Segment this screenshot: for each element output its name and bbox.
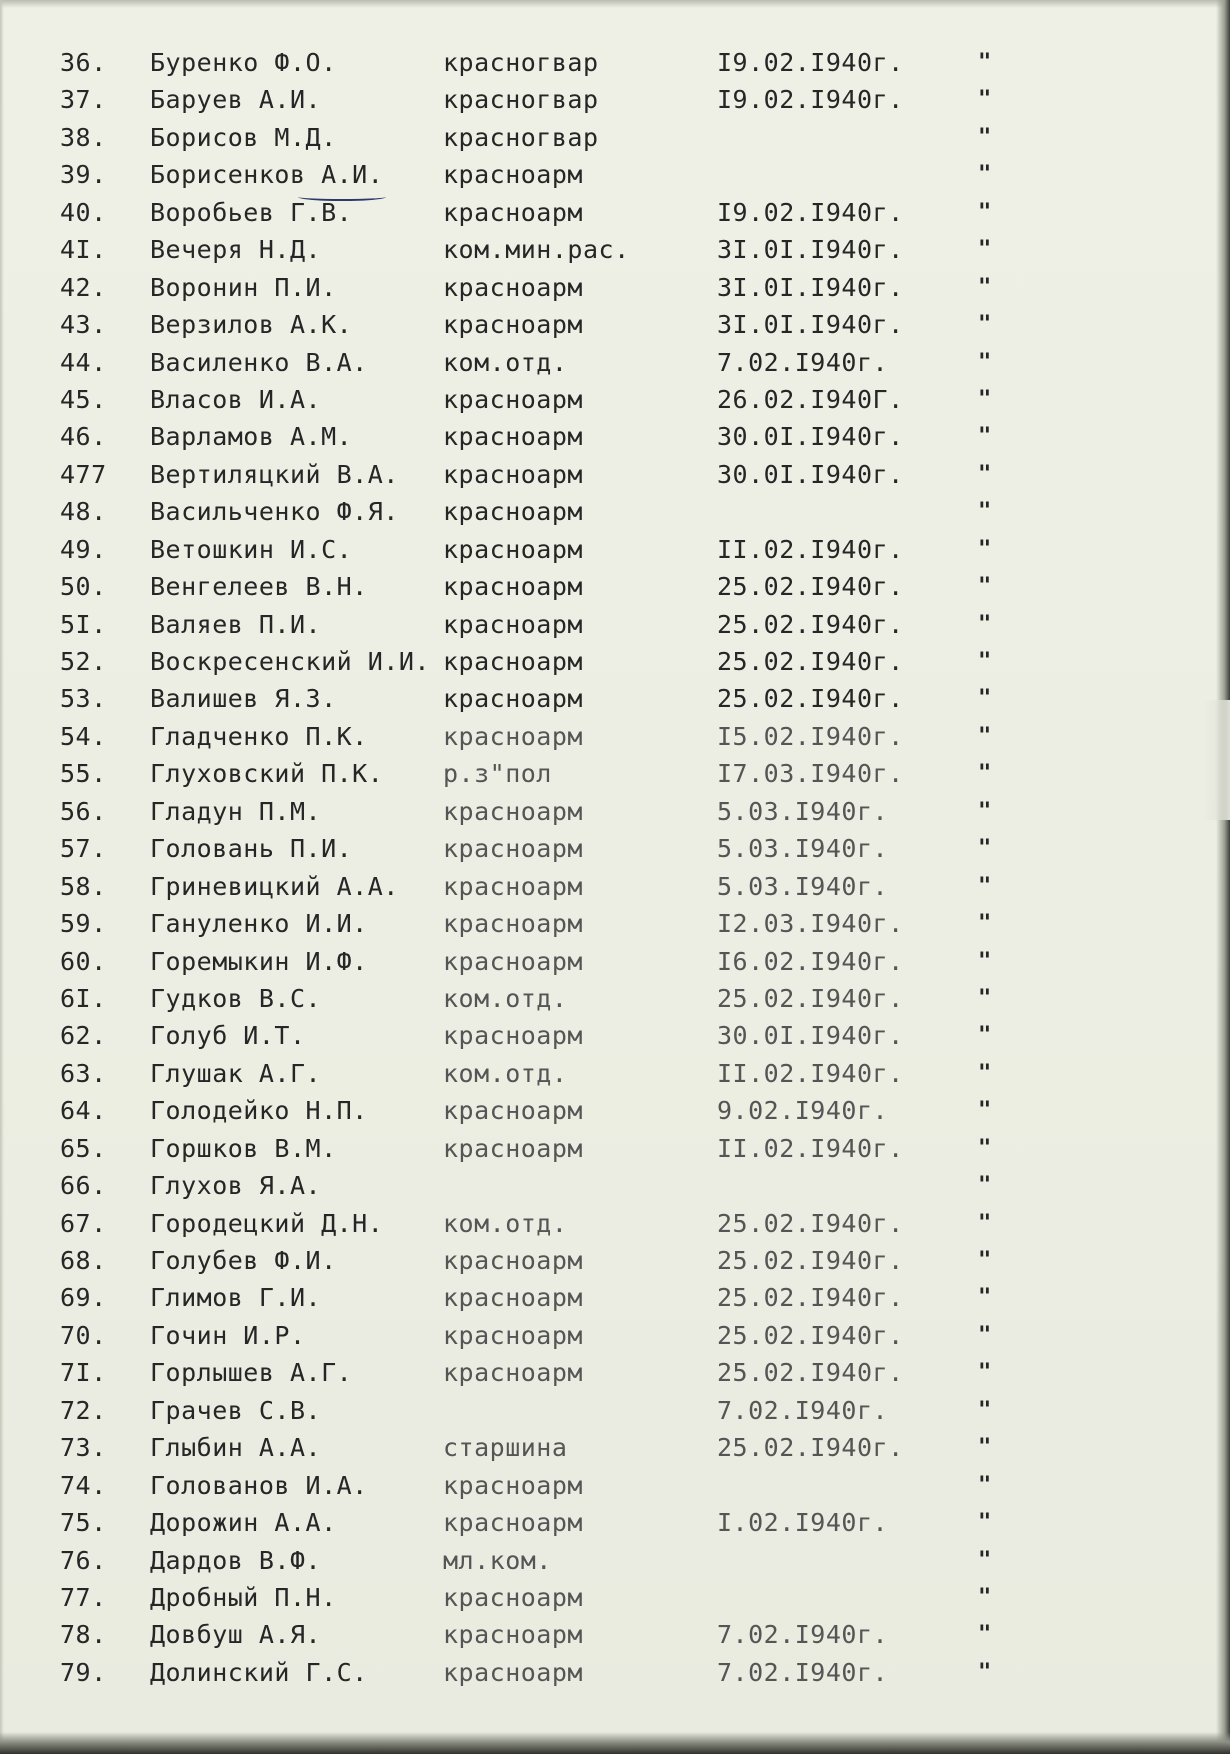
rank: старшина bbox=[443, 1433, 568, 1463]
ditto-mark: " bbox=[978, 424, 992, 450]
date: 25.02.I940г. bbox=[717, 684, 904, 714]
date: 25.02.I940г. bbox=[717, 572, 904, 602]
date: II.02.I940г. bbox=[717, 534, 904, 564]
list-row bbox=[0, 493, 1230, 530]
row-number: 52. bbox=[60, 647, 107, 676]
list-row bbox=[0, 119, 1230, 156]
date: 25.02.I940г. bbox=[717, 647, 904, 676]
ditto-mark: " bbox=[978, 911, 992, 937]
row-number: 48. bbox=[60, 497, 107, 527]
list-row bbox=[0, 231, 1230, 268]
rank: красноарм bbox=[443, 1320, 583, 1350]
list-row bbox=[0, 1017, 1230, 1054]
row-number: 5I. bbox=[60, 609, 107, 639]
ditto-mark: " bbox=[978, 461, 992, 487]
row-number: 7I. bbox=[60, 1358, 107, 1388]
person-name: Горлышев А.Г. bbox=[150, 1358, 353, 1388]
list-row bbox=[0, 718, 1230, 755]
person-name: Дорожин А.А. bbox=[150, 1508, 337, 1538]
row-number: 4I. bbox=[60, 235, 107, 265]
date: I9.02.I940г. bbox=[717, 48, 904, 77]
list-row bbox=[0, 868, 1230, 905]
list-row bbox=[0, 1579, 1230, 1616]
rank: красноарм bbox=[443, 1358, 583, 1388]
rank: мл.ком. bbox=[443, 1545, 552, 1575]
date: 26.02.I940Г. bbox=[717, 384, 904, 414]
date: II.02.I940г. bbox=[717, 1058, 904, 1088]
row-number: 53. bbox=[60, 684, 107, 714]
rank: красногвар bbox=[443, 85, 599, 115]
ditto-mark: " bbox=[978, 1360, 992, 1386]
ditto-mark: " bbox=[978, 536, 992, 562]
rank: ком.мин.рас. bbox=[443, 235, 630, 265]
rank: красноарм bbox=[443, 1470, 583, 1500]
list-row bbox=[0, 81, 1230, 118]
list-row bbox=[0, 1092, 1230, 1129]
person-name: Варламов А.М. bbox=[150, 422, 353, 452]
person-name: Голуб И.Т. bbox=[150, 1021, 306, 1051]
date: II.02.I940г. bbox=[717, 1133, 904, 1163]
date: 7.02.I940г. bbox=[717, 1395, 889, 1425]
ditto-mark: " bbox=[978, 312, 992, 338]
person-name: Гочин И.Р. bbox=[150, 1320, 306, 1350]
date: 25.02.I940г. bbox=[717, 1358, 904, 1388]
person-name: Горшков В.М. bbox=[150, 1133, 337, 1163]
row-number: 69. bbox=[60, 1283, 107, 1313]
row-number: 49. bbox=[60, 534, 107, 564]
list-row bbox=[0, 943, 1230, 980]
ditto-mark: " bbox=[978, 686, 992, 712]
list-row bbox=[0, 1504, 1230, 1541]
rank: красноарм bbox=[443, 609, 583, 639]
ditto-mark: " bbox=[978, 1547, 992, 1573]
list-row bbox=[0, 456, 1230, 493]
list-row bbox=[0, 830, 1230, 867]
row-number: 37. bbox=[60, 85, 107, 115]
date: 25.02.I940г. bbox=[717, 1320, 904, 1350]
list-row bbox=[0, 1242, 1230, 1279]
person-name: Ветошкин И.С. bbox=[150, 534, 353, 564]
rank: р.з"пол bbox=[443, 759, 552, 789]
rank: красноарм bbox=[443, 310, 583, 340]
person-name: Борисов М.Д. bbox=[150, 122, 337, 152]
person-name: Воскресенский И.И. bbox=[150, 647, 430, 676]
list-row bbox=[0, 306, 1230, 343]
ditto-mark: " bbox=[978, 237, 992, 263]
date: 25.02.I940г. bbox=[717, 1208, 904, 1238]
row-number: 57. bbox=[60, 834, 107, 864]
date: 5.03.I940г. bbox=[717, 871, 889, 901]
date: I6.02.I940г. bbox=[717, 946, 904, 976]
ditto-mark: " bbox=[978, 1060, 992, 1086]
rank: красноарм bbox=[443, 1246, 583, 1275]
list-row bbox=[0, 156, 1230, 193]
rank: ком.отд. bbox=[443, 983, 568, 1013]
date: I2.03.I940г. bbox=[717, 909, 904, 939]
person-name: Грачев С.В. bbox=[150, 1395, 322, 1425]
rank: красноарм bbox=[443, 1096, 583, 1126]
rank: красноарм bbox=[443, 572, 583, 602]
person-name: Глуховский П.К. bbox=[150, 759, 384, 789]
person-name: Глыбин А.А. bbox=[150, 1433, 322, 1463]
list-row bbox=[0, 1167, 1230, 1204]
date: 3I.0I.I940г. bbox=[717, 310, 904, 340]
rank: красноарм bbox=[443, 497, 583, 527]
ditto-mark: " bbox=[978, 1098, 992, 1124]
person-name: Гануленко И.И. bbox=[150, 909, 368, 939]
paper-edge-bottom bbox=[0, 1732, 1230, 1754]
row-number: 67. bbox=[60, 1208, 107, 1238]
rank: ком.отд. bbox=[443, 1208, 568, 1238]
date: I7.03.I940г. bbox=[717, 759, 904, 789]
row-number: 6I. bbox=[60, 983, 107, 1013]
rank: красноарм bbox=[443, 1283, 583, 1313]
ditto-mark: " bbox=[978, 1210, 992, 1236]
date: 7.02.I940г. bbox=[717, 1657, 889, 1687]
rank: красноарм bbox=[443, 1508, 583, 1538]
rank: красноарм bbox=[443, 1133, 583, 1163]
list-row bbox=[0, 1392, 1230, 1429]
row-number: 45. bbox=[60, 384, 107, 414]
list-row bbox=[0, 643, 1230, 680]
ditto-mark: " bbox=[978, 611, 992, 637]
person-name: Васильченко Ф.Я. bbox=[150, 497, 399, 527]
row-number: 77. bbox=[60, 1582, 107, 1612]
date: 25.02.I940г. bbox=[717, 983, 904, 1013]
rank: красноарм bbox=[443, 946, 583, 976]
ditto-mark: " bbox=[978, 798, 992, 824]
ditto-mark: " bbox=[978, 1622, 992, 1648]
rank: ком.отд. bbox=[443, 1058, 568, 1088]
row-number: 78. bbox=[60, 1620, 107, 1650]
date: 5.03.I940г. bbox=[717, 796, 889, 826]
ditto-mark: " bbox=[978, 199, 992, 225]
person-name: Гриневицкий А.А. bbox=[150, 871, 399, 901]
row-number: 60. bbox=[60, 946, 107, 976]
date: 30.0I.I940г. bbox=[717, 1021, 904, 1051]
person-name: Буренко Ф.О. bbox=[150, 48, 337, 77]
ditto-mark: " bbox=[978, 948, 992, 974]
rank: красноарм bbox=[443, 384, 583, 414]
list-row bbox=[0, 755, 1230, 792]
person-name: Глухов Я.А. bbox=[150, 1171, 322, 1201]
rank: красногвар bbox=[443, 122, 599, 152]
row-number: 66. bbox=[60, 1171, 107, 1201]
rank: красноарм bbox=[443, 909, 583, 939]
rank: красноарм bbox=[443, 796, 583, 826]
row-number: 73. bbox=[60, 1433, 107, 1463]
ditto-mark: " bbox=[978, 1023, 992, 1049]
date: 30.0I.I940г. bbox=[717, 459, 904, 489]
row-number: 70. bbox=[60, 1320, 107, 1350]
rank: красноарм bbox=[443, 534, 583, 564]
date: 25.02.I940г. bbox=[717, 1246, 904, 1275]
list-row bbox=[0, 381, 1230, 418]
list-row bbox=[0, 905, 1230, 942]
ditto-mark: " bbox=[978, 87, 992, 113]
rank: красноарм bbox=[443, 197, 583, 227]
row-number: 42. bbox=[60, 272, 107, 302]
row-number: 39. bbox=[60, 160, 107, 190]
rank: красноарм bbox=[443, 1620, 583, 1650]
list-row bbox=[0, 793, 1230, 830]
person-name: Голованов И.А. bbox=[150, 1470, 368, 1500]
date: 7.02.I940г. bbox=[717, 347, 889, 377]
row-number: 46. bbox=[60, 422, 107, 452]
list-row bbox=[0, 1205, 1230, 1242]
rank: красноарм bbox=[443, 1657, 583, 1687]
person-name: Власов И.А. bbox=[150, 384, 322, 414]
row-number: 63. bbox=[60, 1058, 107, 1088]
ditto-mark: " bbox=[978, 124, 992, 150]
row-number: 75. bbox=[60, 1508, 107, 1538]
person-name: Гудков В.С. bbox=[150, 983, 322, 1013]
row-number: 68. bbox=[60, 1246, 107, 1275]
person-name: Воробьев Г.В. bbox=[150, 197, 353, 227]
rank: красноарм bbox=[443, 834, 583, 864]
paper-edge-top bbox=[0, 0, 1230, 8]
handwritten-underline bbox=[298, 193, 386, 201]
list-row bbox=[0, 531, 1230, 568]
person-name: Валишев Я.З. bbox=[150, 684, 337, 714]
person-name: Венгелеев В.Н. bbox=[150, 572, 368, 602]
rank: красноарм bbox=[443, 459, 583, 489]
ditto-mark: " bbox=[978, 1584, 992, 1610]
person-name: Голодейко Н.П. bbox=[150, 1096, 368, 1126]
person-name: Голубев Ф.И. bbox=[150, 1246, 337, 1275]
rank: красноарм bbox=[443, 272, 583, 302]
ditto-mark: " bbox=[978, 1435, 992, 1461]
rank: красноарм bbox=[443, 871, 583, 901]
rank: красноарм bbox=[443, 1021, 583, 1051]
date: 25.02.I940г. bbox=[717, 609, 904, 639]
list-row bbox=[0, 1654, 1230, 1691]
person-name: Довбуш А.Я. bbox=[150, 1620, 322, 1650]
list-row bbox=[0, 269, 1230, 306]
ditto-mark: " bbox=[978, 1285, 992, 1311]
row-number: 62. bbox=[60, 1021, 107, 1051]
list-row bbox=[0, 1055, 1230, 1092]
ditto-mark: " bbox=[978, 50, 992, 75]
person-name: Вертиляцкий В.А. bbox=[150, 459, 399, 489]
rank: красноарм bbox=[443, 1582, 583, 1612]
ditto-mark: " bbox=[978, 1322, 992, 1348]
row-number: 56. bbox=[60, 796, 107, 826]
row-number: 55. bbox=[60, 759, 107, 789]
date: 7.02.I940г. bbox=[717, 1620, 889, 1650]
ditto-mark: " bbox=[978, 386, 992, 412]
date: I.02.I940г. bbox=[717, 1508, 889, 1538]
ditto-mark: " bbox=[978, 274, 992, 300]
list-row bbox=[0, 1467, 1230, 1504]
ditto-mark: " bbox=[978, 1397, 992, 1423]
row-number: 74. bbox=[60, 1470, 107, 1500]
row-number: 54. bbox=[60, 721, 107, 751]
person-name: Головань П.И. bbox=[150, 834, 353, 864]
date: I5.02.I940г. bbox=[717, 721, 904, 751]
person-name: Гладун П.М. bbox=[150, 796, 322, 826]
person-name: Глушак А.Г. bbox=[150, 1058, 322, 1088]
row-number: 76. bbox=[60, 1545, 107, 1575]
list-row bbox=[0, 680, 1230, 717]
ditto-mark: " bbox=[978, 1248, 992, 1273]
person-name: Борисенков А.И. bbox=[150, 160, 384, 190]
rank: красноарм bbox=[443, 422, 583, 452]
list-row bbox=[0, 418, 1230, 455]
ditto-mark: " bbox=[978, 349, 992, 375]
ditto-mark: " bbox=[978, 499, 992, 525]
rank: красноарм bbox=[443, 160, 583, 190]
ditto-mark: " bbox=[978, 985, 992, 1011]
person-name: Гладченко П.К. bbox=[150, 721, 368, 751]
date: 3I.0I.I940г. bbox=[717, 235, 904, 265]
list-row bbox=[0, 606, 1230, 643]
date: 5.03.I940г. bbox=[717, 834, 889, 864]
rank: красноарм bbox=[443, 721, 583, 751]
date: 9.02.I940г. bbox=[717, 1096, 889, 1126]
row-number: 72. bbox=[60, 1395, 107, 1425]
person-name: Горемыкин И.Ф. bbox=[150, 946, 368, 976]
list-row bbox=[0, 980, 1230, 1017]
rank: красноарм bbox=[443, 647, 583, 676]
list-row bbox=[0, 344, 1230, 381]
ditto-mark: " bbox=[978, 1659, 992, 1685]
list-row bbox=[0, 1354, 1230, 1391]
row-number: 59. bbox=[60, 909, 107, 939]
person-name: Глимов Г.И. bbox=[150, 1283, 322, 1313]
list-row bbox=[0, 1279, 1230, 1316]
ditto-mark: " bbox=[978, 836, 992, 862]
row-number: 477 bbox=[60, 459, 107, 489]
row-number: 50. bbox=[60, 572, 107, 602]
list-row bbox=[0, 1616, 1230, 1653]
ditto-mark: " bbox=[978, 873, 992, 899]
row-number: 36. bbox=[60, 48, 107, 77]
ditto-mark: " bbox=[978, 1472, 992, 1498]
ditto-mark: " bbox=[978, 1135, 992, 1161]
person-name: Баруев А.И. bbox=[150, 85, 322, 115]
person-name: Василенко В.А. bbox=[150, 347, 368, 377]
personnel-list bbox=[0, 44, 1230, 1691]
list-row bbox=[0, 1542, 1230, 1579]
ditto-mark: " bbox=[978, 761, 992, 787]
ditto-mark: " bbox=[978, 574, 992, 600]
row-number: 43. bbox=[60, 310, 107, 340]
date: 25.02.I940г. bbox=[717, 1433, 904, 1463]
list-row bbox=[0, 1130, 1230, 1167]
row-number: 79. bbox=[60, 1657, 107, 1687]
date: 25.02.I940г. bbox=[717, 1283, 904, 1313]
row-number: 44. bbox=[60, 347, 107, 377]
ditto-mark: " bbox=[978, 1173, 992, 1199]
ditto-mark: " bbox=[978, 649, 992, 674]
ditto-mark: " bbox=[978, 1510, 992, 1536]
person-name: Валяев П.И. bbox=[150, 609, 322, 639]
list-row bbox=[0, 194, 1230, 231]
person-name: Долинский Г.С. bbox=[150, 1657, 368, 1687]
list-row bbox=[0, 1429, 1230, 1466]
person-name: Дардов В.Ф. bbox=[150, 1545, 322, 1575]
row-number: 64. bbox=[60, 1096, 107, 1126]
person-name: Городецкий Д.Н. bbox=[150, 1208, 384, 1238]
list-row bbox=[0, 568, 1230, 605]
date: I9.02.I940г. bbox=[717, 85, 904, 115]
person-name: Воронин П.И. bbox=[150, 272, 337, 302]
date: I9.02.I940г. bbox=[717, 197, 904, 227]
rank: красноарм bbox=[443, 684, 583, 714]
row-number: 65. bbox=[60, 1133, 107, 1163]
row-number: 58. bbox=[60, 871, 107, 901]
row-number: 38. bbox=[60, 122, 107, 152]
rank: ком.отд. bbox=[443, 347, 568, 377]
ditto-mark: " bbox=[978, 162, 992, 188]
ditto-mark: " bbox=[978, 723, 992, 749]
list-row bbox=[0, 44, 1230, 81]
rank: красногвар bbox=[443, 48, 599, 77]
date: 30.0I.I940г. bbox=[717, 422, 904, 452]
row-number: 40. bbox=[60, 197, 107, 227]
person-name: Вечеря Н.Д. bbox=[150, 235, 322, 265]
person-name: Верзилов А.К. bbox=[150, 310, 353, 340]
date: 3I.0I.I940г. bbox=[717, 272, 904, 302]
list-row bbox=[0, 1317, 1230, 1354]
person-name: Дробный П.Н. bbox=[150, 1582, 337, 1612]
